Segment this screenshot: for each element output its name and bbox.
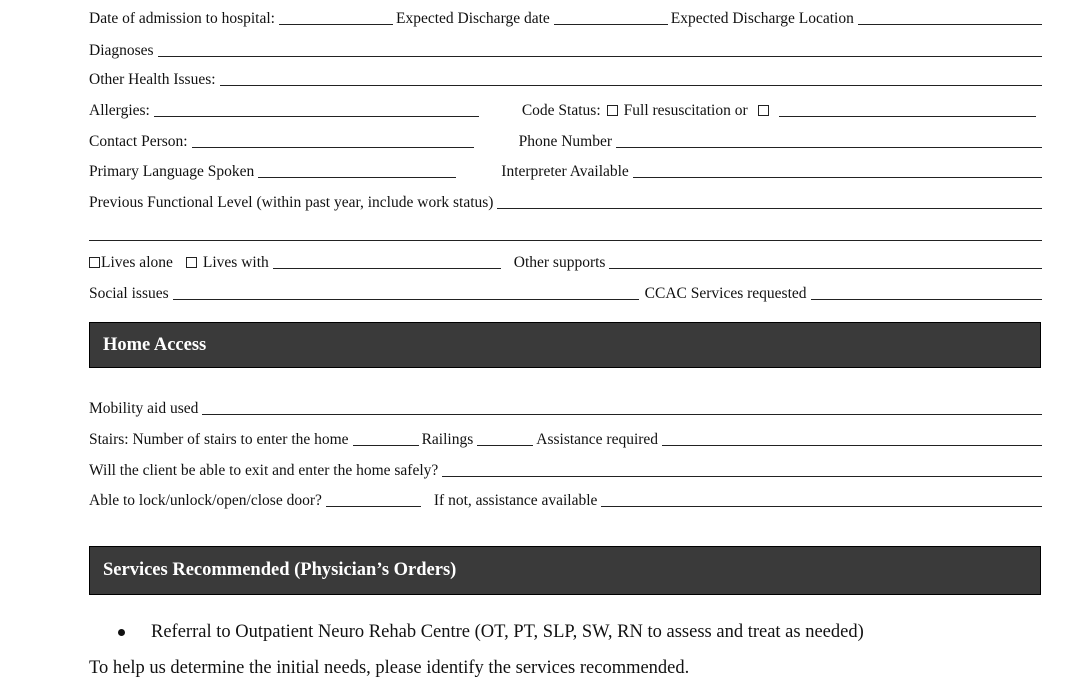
home-access-heading: Home Access [103,334,207,355]
admission-date-field[interactable] [279,10,393,25]
social-row [89,283,1042,303]
admission-date-label: Date of admission to hospital: [89,10,275,27]
if-not-label: If not, assistance available [433,492,598,509]
home-access-banner [89,322,1041,368]
language-row [89,161,1042,181]
allergies-field[interactable] [154,102,479,117]
phone-number-label: Phone Number [518,133,613,150]
admission-row [89,8,1042,28]
ccac-field[interactable] [811,285,1042,300]
allergies-row [89,100,1042,120]
discharge-location-field[interactable] [858,10,1042,25]
diagnoses-label: Diagnoses [89,42,154,59]
assistance-available-field[interactable] [601,492,1042,507]
lives-alone-checkbox[interactable] [89,257,100,268]
stairs-count-field[interactable] [353,431,419,446]
other-health-field[interactable] [220,71,1042,86]
exit-enter-field[interactable] [442,462,1042,477]
other-health-row [89,69,1042,89]
contact-person-field[interactable] [192,133,474,148]
mobility-row [89,398,1042,418]
other-supports-field[interactable] [609,254,1042,269]
lives-with-field[interactable] [273,254,501,269]
other-code-checkbox[interactable] [758,105,769,116]
railings-field[interactable] [477,431,533,446]
assistance-required-label: Assistance required [536,431,659,448]
previous-function-continuation-line[interactable] [89,240,1042,241]
code-status-other-field[interactable] [779,102,1036,117]
expected-discharge-label: Expected Discharge date [395,10,550,27]
services-heading: Services Recommended (Physician’s Orders) [103,560,457,580]
social-issues-label: Social issues [89,285,169,302]
mobility-aid-label: Mobility aid used [89,400,199,417]
lock-door-field[interactable] [326,492,421,507]
diagnoses-row [89,40,1042,60]
diagnoses-field[interactable] [158,42,1042,57]
full-resus-checkbox[interactable] [607,105,618,116]
code-status-label: Code Status: [521,102,601,119]
other-supports-label: Other supports [513,254,606,271]
phone-number-field[interactable] [616,133,1042,148]
previous-function-field[interactable] [497,194,1042,209]
allergies-label: Allergies: [89,102,150,119]
assistance-required-field[interactable] [662,431,1042,446]
interpreter-field[interactable] [633,163,1042,178]
exit-enter-row [89,460,1042,480]
primary-language-field[interactable] [258,163,456,178]
interpreter-label: Interpreter Available [501,163,629,180]
services-banner [89,546,1041,595]
contact-person-label: Contact Person: [89,133,188,150]
railings-label: Railings [421,431,474,448]
living-row [89,252,1042,272]
services-help-text: To help us determine the initial needs, please identify the services recommended. [89,658,690,678]
bullet-icon [118,629,125,636]
lock-door-label: Able to lock/unlock/open/close door? [89,492,322,509]
lives-alone-label: Lives alone [101,254,173,271]
other-health-label: Other Health Issues: [89,71,216,88]
mobility-aid-field[interactable] [202,400,1042,415]
full-resus-label: Full resuscitation or [623,102,748,119]
stairs-label: Stairs: Number of stairs to enter the home [89,431,349,448]
stairs-row [89,429,1042,449]
social-issues-field[interactable] [173,285,639,300]
expected-discharge-field[interactable] [554,10,668,25]
lives-with-label: Lives with [202,254,269,271]
previous-function-label: Previous Functional Level (within past year, include work status) [89,194,494,211]
discharge-location-label: Expected Discharge Location [670,10,854,27]
contact-row [89,131,1042,151]
previous-function-row [89,192,1042,212]
ccac-label: CCAC Services requested [644,285,807,302]
referral-text: Referral to Outpatient Neuro Rehab Centre (OT, PT, SLP, SW, RN to assess and treat as needed) [151,622,864,642]
referral-list-item [118,622,864,643]
primary-language-label: Primary Language Spoken [89,163,255,180]
exit-enter-label: Will the client be able to exit and enter the home safely? [89,462,439,479]
lock-door-row [89,490,1042,510]
lives-with-checkbox[interactable] [186,257,197,268]
